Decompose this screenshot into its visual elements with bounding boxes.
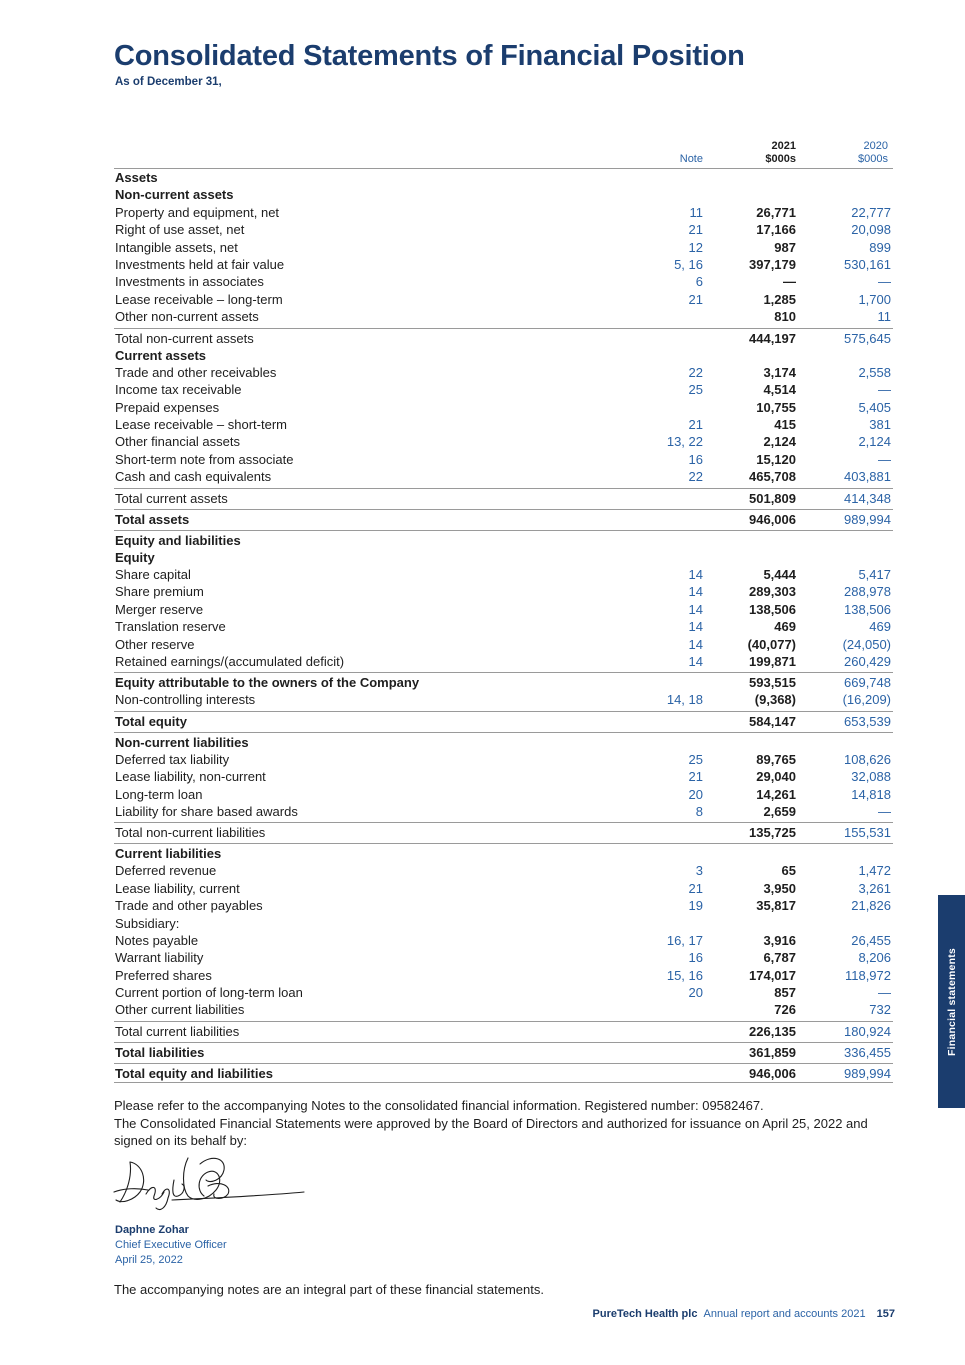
row-value-2020: 155,531 — [844, 825, 891, 841]
table-row — [114, 862, 893, 879]
signature-image — [112, 1150, 312, 1215]
row-value-2020: 138,506 — [844, 601, 891, 617]
row-value-2021: 289,303 — [749, 584, 796, 600]
row-note: 14 — [688, 636, 703, 652]
row-note: 14 — [688, 653, 703, 669]
row-note: 21 — [688, 417, 703, 433]
row-value-2021: 29,040 — [756, 769, 796, 785]
row-label: Lease liability, current — [115, 880, 240, 896]
row-label: Other non-current assets — [115, 309, 259, 325]
table-row — [114, 803, 893, 820]
row-value-2021: 726 — [774, 1002, 796, 1018]
row-label: Investments held at fair value — [115, 256, 285, 272]
closing-statement: The accompanying notes are an integral part of these financial statements. — [114, 1282, 544, 1297]
row-value-2021: 987 — [774, 239, 796, 255]
table-body — [114, 169, 893, 1083]
row-label: Liability for share based awards — [115, 803, 298, 819]
row-note: 20 — [688, 786, 703, 802]
row-value-2020: — — [878, 985, 891, 1001]
row-note: 21 — [688, 222, 703, 238]
table-row — [114, 273, 893, 290]
row-value-2020: 180,924 — [844, 1023, 891, 1039]
row-label: Total equity — [115, 713, 187, 729]
table-row — [114, 653, 893, 670]
row-label: Share premium — [115, 584, 204, 600]
row-value-2020: 11 — [877, 309, 891, 325]
table-row — [114, 291, 893, 308]
row-label: Other reserve — [115, 636, 195, 652]
table-row — [114, 768, 893, 785]
row-value-2020: (24,050) — [842, 636, 891, 652]
row-label: Assets — [115, 170, 158, 185]
row-note: 12 — [688, 239, 703, 255]
row-value-2021: 444,197 — [749, 330, 796, 346]
row-value-2021: 14,261 — [756, 786, 796, 802]
row-value-2020: 288,978 — [844, 584, 891, 600]
row-value-2020: 26,455 — [851, 932, 891, 948]
approval-note: The Consolidated Financial Statements were approved by the Board of Directors and authorized for issuance on April 25, 2022 and signed on its behalf by: — [114, 1115, 868, 1148]
row-label: Long-term loan — [115, 786, 203, 802]
row-value-2020: 108,626 — [844, 751, 891, 767]
table-row — [114, 549, 893, 566]
row-value-2020: 2,124 — [858, 434, 891, 450]
row-value-2021: 199,871 — [749, 653, 796, 669]
row-value-2020: 669,748 — [844, 675, 891, 691]
row-value-2020: 14,818 — [851, 786, 891, 802]
row-label: Other financial assets — [115, 434, 241, 450]
table-row — [114, 915, 893, 932]
table-row — [114, 897, 893, 914]
row-label: Trade and other receivables — [115, 364, 277, 380]
row-value-2021: 2,659 — [763, 803, 796, 819]
row-value-2020: 5,405 — [858, 399, 891, 415]
table-row — [114, 932, 893, 949]
table-row — [114, 381, 893, 398]
row-value-2020: 1,472 — [858, 863, 891, 879]
table-row — [114, 732, 893, 751]
table-row — [114, 601, 893, 618]
table-row — [114, 451, 893, 468]
row-label: Current liabilities — [115, 846, 222, 862]
row-label: Total non-current assets — [115, 330, 254, 346]
table-row — [114, 1021, 893, 1040]
page-footer — [593, 1308, 895, 1320]
row-value-2021: 3,174 — [763, 364, 796, 380]
row-label: Income tax receivable — [115, 382, 242, 398]
row-value-2021: 6,787 — [763, 950, 796, 966]
year-2021-unit: $000s — [765, 153, 796, 165]
row-label: Total assets — [115, 511, 190, 527]
row-label: Deferred tax liability — [115, 751, 230, 767]
row-note: 13, 22 — [666, 434, 703, 450]
table-row — [114, 843, 893, 862]
row-value-2021: 2,124 — [763, 434, 796, 450]
row-value-2021: 4,514 — [763, 382, 796, 398]
footer-report: Annual report and accounts 2021 — [703, 1308, 866, 1320]
row-value-2021: 138,506 — [749, 601, 796, 617]
row-value-2021: 501,809 — [749, 490, 796, 506]
row-note: 22 — [688, 469, 703, 485]
table-row — [114, 691, 893, 708]
row-value-2021: 810 — [774, 309, 796, 325]
row-value-2020: 732 — [869, 1002, 891, 1018]
row-value-2021: 5,444 — [763, 567, 796, 583]
row-label: Preferred shares — [115, 967, 212, 983]
row-value-2021: 593,515 — [749, 675, 796, 691]
notes-section — [114, 1097, 899, 1150]
row-value-2021: — — [783, 274, 796, 290]
row-label: Notes payable — [115, 932, 199, 948]
row-value-2020: — — [878, 274, 891, 290]
footer-company: PureTech Health plc — [592, 1308, 698, 1320]
note-column-header: Note — [679, 153, 703, 165]
table-row — [114, 364, 893, 381]
row-note: 14 — [688, 619, 703, 635]
row-label: Non-controlling interests — [115, 692, 256, 708]
year-2021-label: 2021 — [771, 140, 796, 152]
side-tab-label: Financial statements — [945, 947, 958, 1056]
row-value-2020: 403,881 — [844, 469, 891, 485]
row-value-2020: 899 — [869, 239, 891, 255]
table-row — [114, 583, 893, 600]
row-note: 16 — [688, 451, 703, 467]
row-note: 14, 18 — [666, 692, 703, 708]
table-row — [114, 822, 893, 841]
table-row — [114, 488, 893, 507]
table-row — [114, 786, 893, 803]
row-value-2021: 89,765 — [756, 751, 796, 767]
table-row — [114, 566, 893, 583]
row-value-2021: (9,368) — [754, 692, 796, 708]
row-label: Short-term note from associate — [115, 451, 294, 467]
year-2021-column-header — [765, 140, 796, 166]
row-label: Non-current liabilities — [115, 734, 249, 750]
row-value-2020: 8,206 — [858, 950, 891, 966]
row-value-2020: 575,645 — [844, 330, 891, 346]
row-note: 5, 16 — [674, 256, 703, 272]
signer-name: Daphne Zohar — [115, 1224, 189, 1236]
page-title: Consolidated Statements of Financial Position — [114, 40, 745, 72]
registration-note: Please refer to the accompanying Notes to the consolidated financial information. Registered number: 09582467. — [114, 1098, 764, 1113]
row-label: Non-current assets — [115, 187, 234, 203]
row-value-2021: 946,006 — [749, 511, 796, 527]
row-label: Right of use asset, net — [115, 222, 245, 238]
financial-position-table — [114, 136, 893, 1083]
row-value-2021: 1,285 — [763, 291, 796, 307]
row-value-2021: 17,166 — [756, 222, 796, 238]
row-note: 21 — [688, 291, 703, 307]
row-value-2020: 3,261 — [858, 880, 891, 896]
row-value-2020: 989,994 — [844, 511, 891, 527]
row-value-2020: 22,777 — [851, 204, 891, 220]
row-label: Deferred revenue — [115, 863, 217, 879]
row-value-2021: 397,179 — [749, 256, 796, 272]
row-value-2020: 20,098 — [851, 222, 891, 238]
table-row — [114, 636, 893, 653]
row-note: 25 — [688, 382, 703, 398]
table-row — [114, 1063, 893, 1083]
table-row — [114, 509, 893, 528]
row-label: Lease liability, non-current — [115, 769, 266, 785]
row-note: 16, 17 — [666, 932, 703, 948]
row-value-2020: 414,348 — [844, 490, 891, 506]
row-value-2020: — — [878, 382, 891, 398]
signer-role: Chief Executive Officer — [115, 1239, 227, 1251]
table-row — [114, 468, 893, 485]
row-value-2020: — — [878, 451, 891, 467]
row-value-2021: 226,135 — [749, 1023, 796, 1039]
row-label: Lease receivable – short-term — [115, 417, 287, 433]
row-label: Total current liabilities — [115, 1023, 240, 1039]
row-label: Share capital — [115, 567, 191, 583]
row-note: 22 — [688, 364, 703, 380]
page-subtitle: As of December 31, — [115, 76, 222, 88]
row-value-2021: 415 — [774, 417, 796, 433]
row-note: 21 — [688, 769, 703, 785]
row-value-2021: (40,077) — [747, 636, 796, 652]
row-value-2020: 381 — [869, 417, 891, 433]
year-2020-label: 2020 — [863, 140, 888, 152]
table-row — [114, 618, 893, 635]
table-row — [114, 433, 893, 450]
row-value-2020: — — [878, 803, 891, 819]
row-value-2021: 65 — [781, 863, 796, 879]
table-row — [114, 186, 893, 203]
row-note: 25 — [688, 751, 703, 767]
row-label: Equity and liabilities — [115, 532, 241, 548]
row-value-2021: 3,950 — [763, 880, 796, 896]
row-value-2020: 989,994 — [844, 1065, 891, 1081]
year-2020-column-header — [858, 140, 888, 166]
row-value-2021: 469 — [774, 619, 796, 635]
row-value-2020: 118,972 — [844, 967, 891, 983]
year-2020-unit: $000s — [858, 153, 888, 165]
row-note: 3 — [695, 863, 703, 879]
table-row — [114, 221, 893, 238]
row-value-2021: 946,006 — [749, 1065, 796, 1081]
row-value-2020: 469 — [869, 619, 891, 635]
row-value-2020: 21,826 — [851, 898, 891, 914]
row-note: 16 — [688, 950, 703, 966]
row-label: Prepaid expenses — [115, 399, 220, 415]
table-row — [114, 711, 893, 730]
row-note: 6 — [695, 274, 703, 290]
row-label: Subsidiary: — [115, 915, 180, 931]
table-row — [114, 256, 893, 273]
signer-date: April 25, 2022 — [115, 1254, 183, 1266]
row-value-2021: 135,725 — [749, 825, 796, 841]
table-row — [114, 169, 893, 186]
row-value-2020: 2,558 — [858, 364, 891, 380]
row-value-2021: 857 — [774, 985, 796, 1001]
signer-block — [115, 1223, 227, 1268]
table-row — [114, 204, 893, 221]
row-label: Translation reserve — [115, 619, 226, 635]
row-label: Investments in associates — [115, 274, 264, 290]
table-row — [114, 880, 893, 897]
row-label: Merger reserve — [115, 601, 204, 617]
row-value-2021: 174,017 — [749, 967, 796, 983]
section-side-tab — [938, 895, 965, 1108]
table-row — [114, 416, 893, 433]
row-value-2020: 260,429 — [844, 653, 891, 669]
row-value-2020: 653,539 — [844, 713, 891, 729]
row-value-2021: 3,916 — [763, 932, 796, 948]
row-value-2020: 5,417 — [858, 567, 891, 583]
table-row — [114, 751, 893, 768]
row-label: Total equity and liabilities — [115, 1065, 273, 1081]
table-row — [114, 1042, 893, 1061]
row-label: Property and equipment, net — [115, 204, 280, 220]
row-note: 15, 16 — [666, 967, 703, 983]
table-row — [114, 1001, 893, 1018]
row-label: Total current assets — [115, 490, 228, 506]
table-row — [114, 347, 893, 364]
page-number: 157 — [876, 1308, 895, 1320]
row-note: 19 — [688, 898, 703, 914]
row-value-2021: 26,771 — [756, 204, 796, 220]
row-note: 11 — [689, 204, 703, 220]
row-value-2021: 10,755 — [756, 399, 796, 415]
row-value-2020: 1,700 — [858, 291, 891, 307]
table-row — [114, 967, 893, 984]
row-note: 8 — [695, 803, 703, 819]
row-label: Intangible assets, net — [115, 239, 238, 255]
row-note: 14 — [688, 584, 703, 600]
row-label: Equity attributable to the owners of the Company — [115, 675, 420, 691]
row-label: Warrant liability — [115, 950, 204, 966]
row-label: Total liabilities — [115, 1044, 205, 1060]
row-note: 21 — [688, 880, 703, 896]
row-value-2020: (16,209) — [842, 692, 891, 708]
row-value-2021: 15,120 — [756, 451, 796, 467]
row-value-2020: 336,455 — [844, 1044, 891, 1060]
row-label: Trade and other payables — [115, 898, 263, 914]
table-row — [114, 328, 893, 347]
row-value-2021: 35,817 — [756, 898, 796, 914]
row-label: Cash and cash equivalents — [115, 469, 272, 485]
table-row — [114, 308, 893, 325]
row-label: Other current liabilities — [115, 1002, 245, 1018]
table-row — [114, 399, 893, 416]
row-label: Retained earnings/(accumulated deficit) — [115, 653, 345, 669]
table-row — [114, 949, 893, 966]
row-note: 14 — [688, 567, 703, 583]
row-value-2021: 584,147 — [749, 713, 796, 729]
row-label: Equity — [115, 549, 155, 565]
row-label: Current assets — [115, 347, 207, 363]
row-value-2020: 32,088 — [851, 769, 891, 785]
row-value-2021: 465,708 — [749, 469, 796, 485]
table-row — [114, 672, 893, 691]
table-row — [114, 239, 893, 256]
row-note: 14 — [688, 601, 703, 617]
row-value-2021: 361,859 — [749, 1044, 796, 1060]
row-label: Lease receivable – long-term — [115, 291, 283, 307]
table-header — [114, 136, 893, 169]
table-row — [114, 984, 893, 1001]
table-row — [114, 530, 893, 549]
row-label: Total non-current liabilities — [115, 825, 266, 841]
row-label: Current portion of long-term loan — [115, 985, 303, 1001]
row-value-2020: 530,161 — [844, 256, 891, 272]
row-note: 20 — [688, 985, 703, 1001]
